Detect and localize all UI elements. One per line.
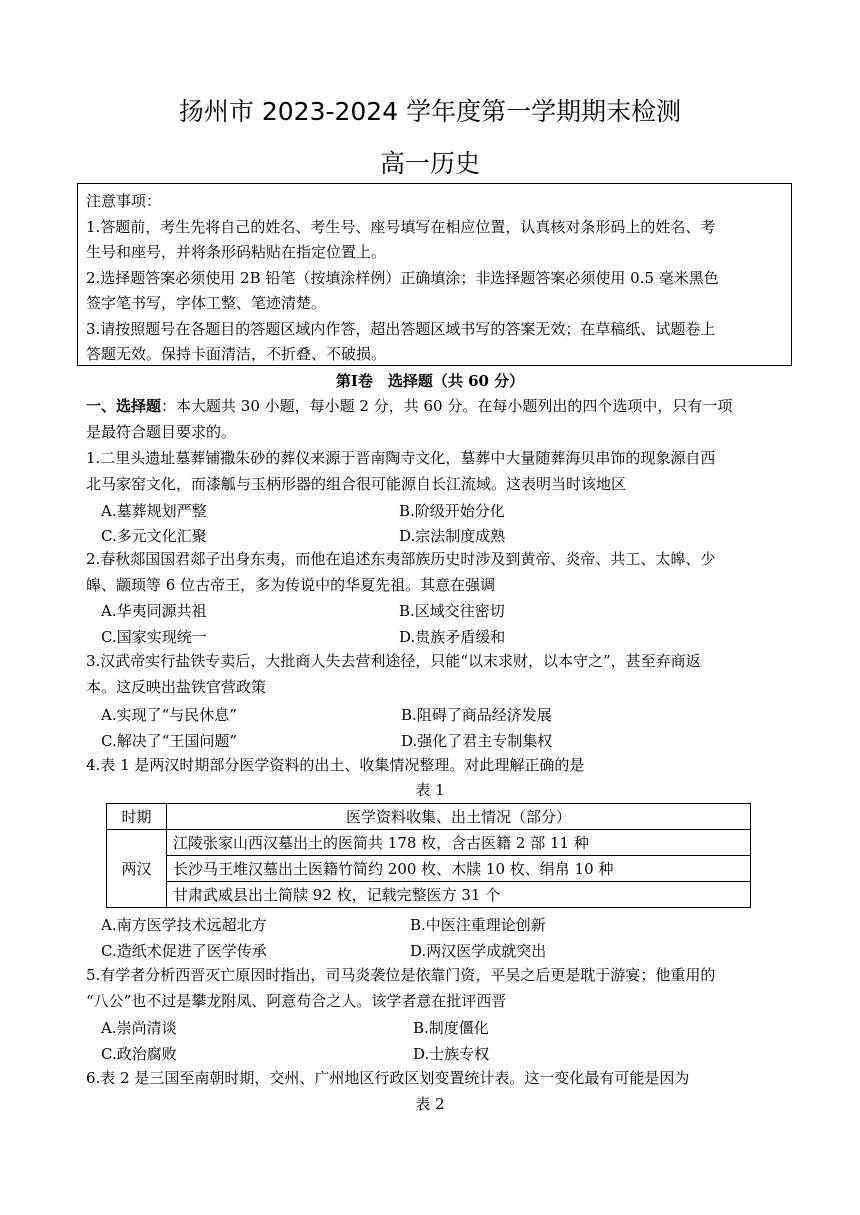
section-title: 第Ⅰ卷 选择题（共 60 分） xyxy=(335,372,525,390)
notice-line: 生号和座号，并将条形码粘贴在指定位置上。 xyxy=(86,243,387,261)
notice-line: 答题无效。保持卡面清洁，不折叠、不破损。 xyxy=(86,345,387,363)
question-text: “八公”也不过是攀龙附凤、阿意苟合之人。该学者意在批评西晋 xyxy=(86,991,507,1010)
table-cell-period: 两汉 xyxy=(107,830,167,908)
option-a: A.南方医学技术远超北方 xyxy=(101,916,267,934)
option-b: B.中医注重理论创新 xyxy=(410,916,546,934)
question-2 xyxy=(86,547,776,599)
notice-line: 3.请按照题号在各题目的答题区域内作答，超出答题区域书写的答案无效；在草稿纸、试题卷上 xyxy=(86,319,716,338)
option-a: A.崇尚清谈 xyxy=(101,1019,177,1037)
exam-subject: 高一历史 xyxy=(379,149,480,178)
option-d: D.贵族矛盾缓和 xyxy=(399,628,506,646)
question-text: 本。这反映出盐铁官营政策 xyxy=(86,677,267,696)
table-header: 时期 xyxy=(107,804,167,830)
option-c: C.多元文化汇聚 xyxy=(101,527,207,545)
option-d: D.士族专权 xyxy=(413,1045,490,1063)
option-c: C.造纸术促进了医学传承 xyxy=(101,942,267,960)
table-caption: 表 1 xyxy=(415,781,445,799)
question-text: 皞、颛顼等 6 位古帝王，多为传说中的华夏先祖。其意在强调 xyxy=(86,575,496,594)
option-d: D.宗法制度成熟 xyxy=(399,527,506,545)
table-cell: 甘肃武威县出土简牍 92 枚，记载完整医方 31 个 xyxy=(167,882,751,908)
option-d: D.强化了君主专制集权 xyxy=(401,732,553,750)
question-4 xyxy=(86,753,776,779)
option-a: A.实现了“与民休息” xyxy=(101,706,237,724)
notice-line: 2.选择题答案必须使用 2B 铅笔（按填涂样例）正确填涂；非选择题答案必须使用 0.5 毫米黑色 xyxy=(86,268,719,287)
table-cell: 长沙马王堆汉墓出土医籍竹简约 200 枚、木牍 10 枚、绢帛 10 种 xyxy=(167,856,751,882)
question-1 xyxy=(86,446,776,498)
instr-text: 是最符合题目要求的。 xyxy=(86,422,237,441)
instr-text: ：本大题共 30 小题，每小题 2 分，共 60 分。在每小题列出的四个选项中，只有一项 xyxy=(161,397,733,415)
section-instructions xyxy=(86,394,776,446)
question-3 xyxy=(86,649,776,701)
table-cell: 江陵张家山西汉墓出土的医简共 178 枚，含古医籍 2 部 11 种 xyxy=(167,830,751,856)
notice-heading: 注意事项： xyxy=(86,192,162,210)
option-a: A.墓葬规划严整 xyxy=(101,502,207,520)
option-d: D.两汉医学成就突出 xyxy=(410,942,547,960)
notice-line: 1.答题前，考生先将自己的姓名、考生号、座号填写在相应位置，认真核对条形码上的姓名、考 xyxy=(86,217,716,236)
question-5 xyxy=(86,963,776,1015)
option-c: C.政治腐败 xyxy=(101,1045,177,1063)
option-b: B.制度僵化 xyxy=(413,1019,489,1037)
question-text: 北马家窑文化，而漆觚与玉柄形器的组合很可能源自长江流域。这表明当时该地区 xyxy=(86,474,627,493)
option-a: A.华夷同源共祖 xyxy=(101,602,207,620)
question-text: 6.表 2 是三国至南朝时期，交州、广州地区行政区划变置统计表。这一变化最有可能是因为 xyxy=(86,1069,690,1087)
option-b: B.阻碍了商品经济发展 xyxy=(401,706,552,724)
option-b: B.阶级开始分化 xyxy=(399,502,505,520)
question-text: 4.表 1 是两汉时期部分医学资料的出土、收集情况整理。对此理解正确的是 xyxy=(86,756,585,774)
option-c: C.国家实现统一 xyxy=(101,628,207,646)
option-b: B.区域交往密切 xyxy=(399,602,505,620)
question-text: 2.春秋郯国国君郯子出身东夷，而他在追述东夷部族历史时涉及到黄帝、炎帝、共工、太皞、少 xyxy=(86,550,716,568)
notice-box xyxy=(77,183,792,366)
question-text: 3.汉武帝实行盐铁专卖后，大批商人失去营利途径，只能“以末求财，以本守之”，甚至弃商返 xyxy=(86,652,701,670)
table-1 xyxy=(106,803,751,908)
instr-bold: 一、选择题 xyxy=(86,397,162,415)
question-text: 1.二里头遗址墓葬铺撒朱砂的葬仪来源于晋南陶寺文化，墓葬中大量随葬海贝串饰的现象源自西 xyxy=(86,449,716,467)
notice-line: 签字笔书写，字体工整、笔迹清楚。 xyxy=(86,294,327,312)
table-header: 医学资料收集、出土情况（部分） xyxy=(167,804,751,830)
question-text: 5.有学者分析西晋灭亡原因时指出，司马炎袭位是依靠门资，平吴之后更是耽于游宴；他重用的 xyxy=(86,966,716,984)
exam-title: 扬州市 2023-2024 学年度第一学期期末检测 xyxy=(178,97,682,126)
option-c: C.解决了“王国问题” xyxy=(101,732,238,750)
question-6 xyxy=(86,1066,776,1092)
table-caption: 表 2 xyxy=(415,1095,445,1113)
